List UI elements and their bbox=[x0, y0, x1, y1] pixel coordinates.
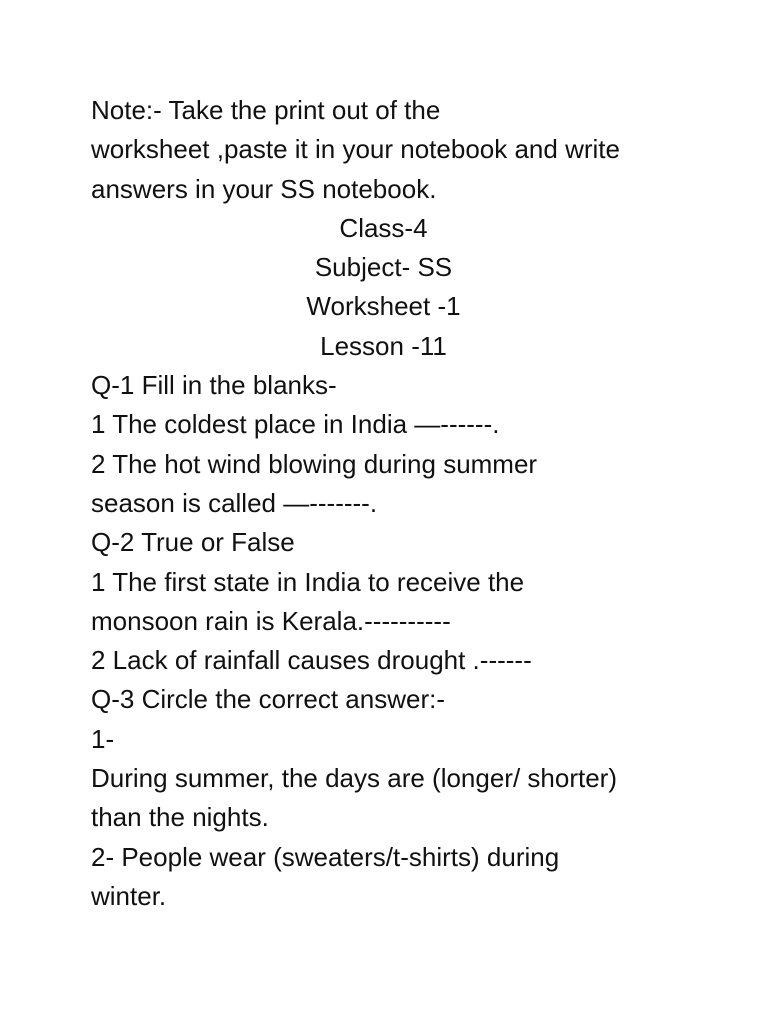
q3-heading: Q-3 Circle the correct answer:- bbox=[91, 684, 445, 715]
worksheet-heading: Worksheet -1 bbox=[306, 291, 461, 322]
q3-item-2-line-2: winter. bbox=[91, 880, 167, 911]
q3-item-1-number: 1- bbox=[91, 723, 115, 754]
q1-heading: Q-1 Fill in the blanks- bbox=[91, 370, 337, 401]
worksheet-page bbox=[91, 91, 691, 916]
q3-item-1-line-2: than the nights. bbox=[91, 802, 269, 833]
q3-item-1-line-1: During summer, the days are (longer/ shorter) bbox=[91, 763, 617, 794]
q2-heading: Q-2 True or False bbox=[91, 527, 295, 558]
subject-heading: Subject- SS bbox=[314, 252, 453, 283]
q2-item-1-line-1: 1 The first state in India to receive the bbox=[91, 566, 525, 597]
note-line-3: answers in your SS notebook. bbox=[91, 173, 437, 204]
q2-item-2: 2 Lack of rainfall causes drought .------ bbox=[91, 645, 532, 676]
q1-item-1: 1 The coldest place in India —------. bbox=[91, 409, 500, 440]
q3-item-2-line-1: 2- People wear (sweaters/t-shirts) during bbox=[91, 841, 560, 872]
lesson-heading: Lesson -11 bbox=[320, 330, 447, 361]
q1-item-2-line-1: 2 The hot wind blowing during summer bbox=[91, 448, 538, 479]
q2-item-1-line-2: monsoon rain is Kerala.---------- bbox=[91, 605, 451, 636]
class-heading: Class-4 bbox=[339, 212, 428, 243]
q1-item-2-line-2: season is called —-------. bbox=[91, 487, 378, 518]
note-line-2: worksheet ,paste it in your notebook and write bbox=[91, 134, 620, 165]
note-line-1: Note:- Take the print out of the bbox=[91, 95, 441, 125]
